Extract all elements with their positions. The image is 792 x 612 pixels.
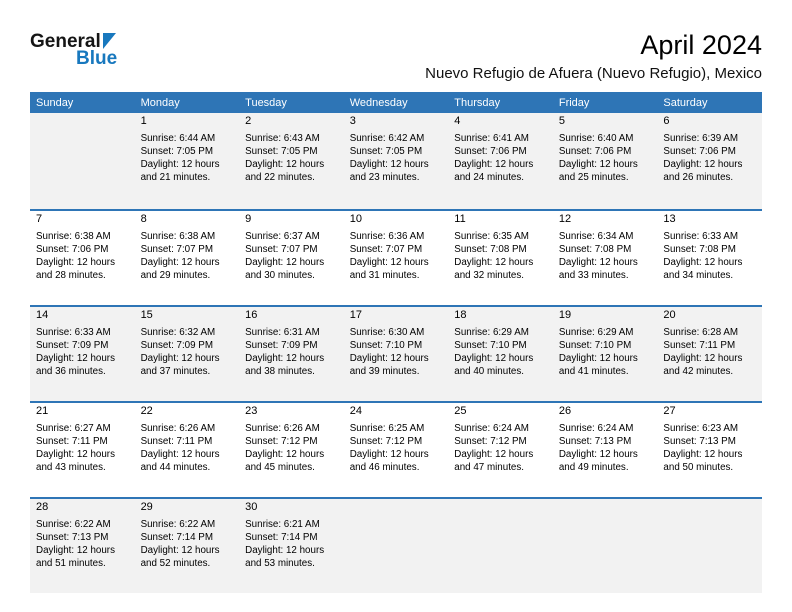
calendar-day-cell: [239, 307, 344, 401]
day-info-line: Daylight: 12 hours and 44 minutes.: [140, 449, 220, 474]
day-info: [245, 422, 336, 475]
week-row: [30, 209, 762, 305]
day-number: 12: [558, 213, 572, 226]
day-info: [36, 326, 127, 379]
calendar-day-cell: [553, 307, 658, 401]
day-info-line: Sunrise: 6:41 AM: [454, 133, 529, 145]
day-info: [350, 326, 441, 379]
day-info: [350, 422, 441, 475]
day-info-line: Sunset: 7:11 PM: [663, 340, 736, 352]
day-number: 21: [36, 405, 49, 418]
day-info-line: Sunset: 7:06 PM: [36, 244, 109, 256]
day-info-line: Daylight: 12 hours and 49 minutes.: [558, 449, 638, 474]
calendar-day-cell: [30, 307, 135, 401]
day-info-line: Sunset: 7:06 PM: [558, 146, 632, 158]
day-info-line: Sunrise: 6:39 AM: [663, 133, 739, 145]
day-info: [245, 230, 336, 283]
location-subtitle: Nuevo Refugio de Afuera (Nuevo Refugio), Mexico: [425, 65, 762, 83]
calendar-day-cell: [657, 307, 762, 401]
calendar-day-cell: [344, 113, 449, 209]
calendar-day-cell: [135, 403, 240, 497]
calendar-day-cell: [553, 113, 658, 209]
day-info-line: Sunrise: 6:42 AM: [349, 133, 425, 145]
general-blue-logo: [30, 30, 150, 68]
title-block: [425, 30, 762, 82]
day-info: [245, 518, 336, 571]
day-number: 5: [558, 115, 565, 128]
calendar-day-cell: [448, 113, 553, 209]
day-number: 17: [349, 309, 362, 322]
day-info-line: Daylight: 12 hours and 32 minutes.: [454, 257, 534, 282]
day-number: 23: [245, 405, 258, 418]
day-info-line: Sunset: 7:09 PM: [245, 340, 318, 352]
calendar-day-cell: [448, 211, 553, 305]
calendar-day-cell: [239, 211, 344, 305]
calendar-day-cell: [135, 211, 240, 305]
day-info: [663, 326, 754, 379]
day-info: [663, 132, 754, 185]
day-header-wednesday: Wednesday: [349, 96, 408, 109]
day-info: [559, 230, 650, 283]
day-info: [350, 132, 441, 185]
day-info: [454, 132, 545, 185]
day-number: 29: [140, 501, 153, 514]
day-number: 27: [663, 405, 676, 418]
day-info-line: Sunset: 7:08 PM: [558, 244, 632, 256]
calendar-day-cell: [135, 499, 240, 593]
day-number: 26: [558, 405, 572, 418]
day-number: 13: [663, 213, 676, 226]
day-info-line: Sunrise: 6:31 AM: [245, 327, 320, 339]
day-info-line: Sunrise: 6:36 AM: [349, 231, 425, 243]
calendar-table: [30, 92, 762, 593]
calendar-day-cell: [657, 403, 762, 497]
day-info-line: Daylight: 12 hours and 43 minutes.: [36, 449, 115, 474]
day-info-line: Daylight: 12 hours and 45 minutes.: [245, 449, 325, 474]
day-info-line: Sunset: 7:09 PM: [36, 340, 109, 352]
day-info-line: Sunset: 7:12 PM: [245, 436, 318, 448]
day-info-line: Sunset: 7:13 PM: [558, 436, 632, 448]
day-info: [141, 230, 232, 283]
week-row: [30, 401, 762, 497]
calendar-day-cell: [30, 499, 135, 593]
day-info-line: Daylight: 12 hours and 41 minutes.: [558, 353, 638, 378]
day-info: [141, 132, 232, 185]
day-info-line: Daylight: 12 hours and 36 minutes.: [36, 353, 115, 378]
day-info-line: Daylight: 12 hours and 30 minutes.: [245, 257, 325, 282]
day-number: 24: [349, 405, 362, 418]
day-info: [141, 422, 232, 475]
day-header-friday: Friday: [558, 96, 590, 109]
day-info-line: Daylight: 12 hours and 37 minutes.: [140, 353, 220, 378]
day-number: 8: [140, 213, 147, 226]
day-number: 30: [245, 501, 258, 514]
day-info: [245, 132, 336, 185]
day-info-line: Daylight: 12 hours and 52 minutes.: [140, 545, 220, 570]
calendar-day-cell: [657, 211, 762, 305]
day-info-line: Sunset: 7:05 PM: [140, 146, 213, 158]
day-info-line: Sunset: 7:11 PM: [36, 436, 108, 448]
logo-flag-icon: [103, 33, 116, 49]
day-info-line: Daylight: 12 hours and 29 minutes.: [140, 257, 220, 282]
day-number: [350, 501, 441, 516]
day-info-line: Sunrise: 6:29 AM: [558, 327, 634, 339]
day-info-line: Sunset: 7:05 PM: [245, 146, 318, 158]
day-info-line: Daylight: 12 hours and 28 minutes.: [36, 257, 115, 282]
day-number: 18: [454, 309, 467, 322]
day-info-line: Daylight: 12 hours and 33 minutes.: [558, 257, 638, 282]
day-info-line: Daylight: 12 hours and 39 minutes.: [349, 353, 429, 378]
calendar-day-cell: [239, 113, 344, 209]
week-row: [30, 305, 762, 401]
day-number: 20: [663, 309, 676, 322]
day-info-line: Sunset: 7:12 PM: [349, 436, 423, 448]
day-info-line: Sunset: 7:05 PM: [349, 146, 423, 158]
calendar-day-cell: [135, 113, 240, 209]
day-info-line: Sunset: 7:10 PM: [349, 340, 423, 352]
day-number: 10: [349, 213, 362, 226]
day-info-line: Sunrise: 6:34 AM: [558, 231, 634, 243]
day-info-line: Sunrise: 6:29 AM: [454, 327, 529, 339]
calendar-day-cell: [553, 403, 658, 497]
day-number: 6: [663, 115, 670, 128]
calendar-day-cell: [239, 499, 344, 593]
day-info-line: Sunset: 7:12 PM: [454, 436, 527, 448]
day-info-line: Sunset: 7:11 PM: [140, 436, 213, 448]
calendar-empty-cell: [448, 499, 553, 593]
day-info-line: Daylight: 12 hours and 22 minutes.: [245, 159, 325, 184]
day-info-line: Sunset: 7:10 PM: [454, 340, 527, 352]
day-info-line: Daylight: 12 hours and 26 minutes.: [663, 159, 743, 184]
day-info-line: Daylight: 12 hours and 47 minutes.: [454, 449, 534, 474]
day-info: [454, 422, 545, 475]
day-info: [141, 326, 232, 379]
day-info-line: Daylight: 12 hours and 53 minutes.: [245, 545, 325, 570]
calendar-day-cell: [239, 403, 344, 497]
day-info-line: Sunrise: 6:40 AM: [558, 133, 634, 145]
day-info-line: Daylight: 12 hours and 50 minutes.: [663, 449, 743, 474]
day-number: [454, 501, 545, 516]
day-number: 4: [454, 115, 461, 128]
day-info: [36, 518, 127, 571]
day-info-line: Sunset: 7:07 PM: [140, 244, 213, 256]
calendar-day-cell: [344, 403, 449, 497]
calendar-day-cell: [344, 211, 449, 305]
day-info-line: Sunrise: 6:30 AM: [349, 327, 425, 339]
day-number: 28: [36, 501, 49, 514]
day-info-line: Daylight: 12 hours and 25 minutes.: [558, 159, 638, 184]
day-info-line: Daylight: 12 hours and 31 minutes.: [349, 257, 429, 282]
day-number: 2: [245, 115, 252, 128]
day-info-line: Sunrise: 6:38 AM: [140, 231, 216, 243]
day-info: [245, 326, 336, 379]
day-info-line: Sunrise: 6:43 AM: [245, 133, 320, 145]
day-info-line: Sunrise: 6:44 AM: [140, 133, 216, 145]
day-info-line: Daylight: 12 hours and 34 minutes.: [663, 257, 743, 282]
day-number: 22: [140, 405, 153, 418]
day-info-line: Sunrise: 6:27 AM: [36, 423, 111, 435]
day-number: 7: [36, 213, 43, 226]
day-info-line: Sunset: 7:06 PM: [663, 146, 736, 158]
day-info: [559, 422, 650, 475]
day-info-line: Sunrise: 6:23 AM: [663, 423, 739, 435]
logo-text-general: General: [30, 31, 101, 52]
day-info-line: Sunrise: 6:21 AM: [245, 519, 320, 531]
day-header-monday: Monday: [140, 96, 180, 109]
month-title: April 2024: [640, 30, 762, 60]
day-number: 11: [454, 213, 466, 226]
day-info: [350, 230, 441, 283]
day-info-line: Daylight: 12 hours and 38 minutes.: [245, 353, 325, 378]
calendar-day-cell: [30, 403, 135, 497]
calendar-empty-cell: [657, 499, 762, 593]
day-info-line: Sunrise: 6:25 AM: [349, 423, 425, 435]
day-info-line: Sunset: 7:14 PM: [140, 532, 213, 544]
day-info-line: Sunset: 7:07 PM: [245, 244, 318, 256]
day-info-line: Sunset: 7:14 PM: [245, 532, 318, 544]
day-header-saturday: Saturday: [663, 96, 708, 109]
week-row: [30, 497, 762, 593]
day-info: [454, 230, 545, 283]
page-header: [30, 30, 762, 82]
day-info-line: Sunset: 7:07 PM: [349, 244, 423, 256]
day-info-line: Daylight: 12 hours and 21 minutes.: [140, 159, 220, 184]
day-header-thursday: Thursday: [454, 96, 501, 109]
calendar-body: [30, 113, 762, 593]
logo-text-blue: Blue: [76, 48, 118, 69]
calendar-day-cell: [448, 307, 553, 401]
day-info-line: Daylight: 12 hours and 24 minutes.: [454, 159, 534, 184]
day-info: [559, 132, 650, 185]
day-info: [454, 326, 545, 379]
day-info-line: Sunrise: 6:28 AM: [663, 327, 739, 339]
day-number: [36, 115, 127, 130]
day-number: 14: [36, 309, 49, 322]
day-number: 1: [140, 115, 147, 128]
day-info: [141, 518, 232, 571]
day-number: 25: [454, 405, 467, 418]
day-info-line: Sunrise: 6:35 AM: [454, 231, 529, 243]
calendar-day-cell: [344, 307, 449, 401]
day-info-line: Sunrise: 6:24 AM: [558, 423, 634, 435]
day-info-line: Sunrise: 6:38 AM: [36, 231, 111, 243]
day-info-line: Daylight: 12 hours and 42 minutes.: [663, 353, 743, 378]
day-number: 16: [245, 309, 258, 322]
day-number: 15: [140, 309, 153, 322]
day-info-line: Sunrise: 6:32 AM: [140, 327, 216, 339]
week-row: [30, 113, 762, 209]
day-info-line: Sunrise: 6:33 AM: [36, 327, 111, 339]
day-info: [559, 326, 650, 379]
day-number: [663, 501, 754, 516]
day-info-line: Sunset: 7:08 PM: [663, 244, 736, 256]
day-info-line: Sunrise: 6:37 AM: [245, 231, 320, 243]
day-number: 9: [245, 213, 252, 226]
day-info-line: Sunset: 7:09 PM: [140, 340, 213, 352]
day-info-line: Sunrise: 6:33 AM: [663, 231, 739, 243]
calendar-empty-cell: [553, 499, 658, 593]
day-info-line: Sunrise: 6:24 AM: [454, 423, 529, 435]
day-info-line: Sunrise: 6:26 AM: [245, 423, 320, 435]
calendar-empty-cell: [30, 113, 135, 209]
day-header-sunday: Sunday: [36, 96, 74, 109]
day-info-line: Sunrise: 6:22 AM: [36, 519, 111, 531]
day-info-line: Daylight: 12 hours and 51 minutes.: [36, 545, 115, 570]
day-info-line: Sunset: 7:06 PM: [454, 146, 527, 158]
calendar-day-cell: [30, 211, 135, 305]
calendar-day-cell: [657, 113, 762, 209]
day-info-line: Sunset: 7:08 PM: [454, 244, 527, 256]
day-info: [36, 422, 127, 475]
calendar-day-cell: [135, 307, 240, 401]
day-info-line: Sunset: 7:13 PM: [663, 436, 736, 448]
calendar-header-row: [30, 92, 762, 113]
day-number: 3: [349, 115, 356, 128]
day-info: [36, 230, 127, 283]
day-info-line: Daylight: 12 hours and 46 minutes.: [349, 449, 429, 474]
calendar-empty-cell: [344, 499, 449, 593]
day-info-line: Sunrise: 6:22 AM: [140, 519, 216, 531]
calendar-day-cell: [448, 403, 553, 497]
day-header-tuesday: Tuesday: [245, 96, 287, 109]
day-number: [559, 501, 650, 516]
day-number: 19: [558, 309, 572, 322]
calendar-day-cell: [553, 211, 658, 305]
day-info-line: Daylight: 12 hours and 23 minutes.: [349, 159, 429, 184]
day-info-line: Sunrise: 6:26 AM: [140, 423, 216, 435]
day-info-line: Daylight: 12 hours and 40 minutes.: [454, 353, 534, 378]
day-info: [663, 422, 754, 475]
day-info-line: Sunset: 7:13 PM: [36, 532, 109, 544]
day-info-line: Sunset: 7:10 PM: [558, 340, 632, 352]
day-info: [663, 230, 754, 283]
